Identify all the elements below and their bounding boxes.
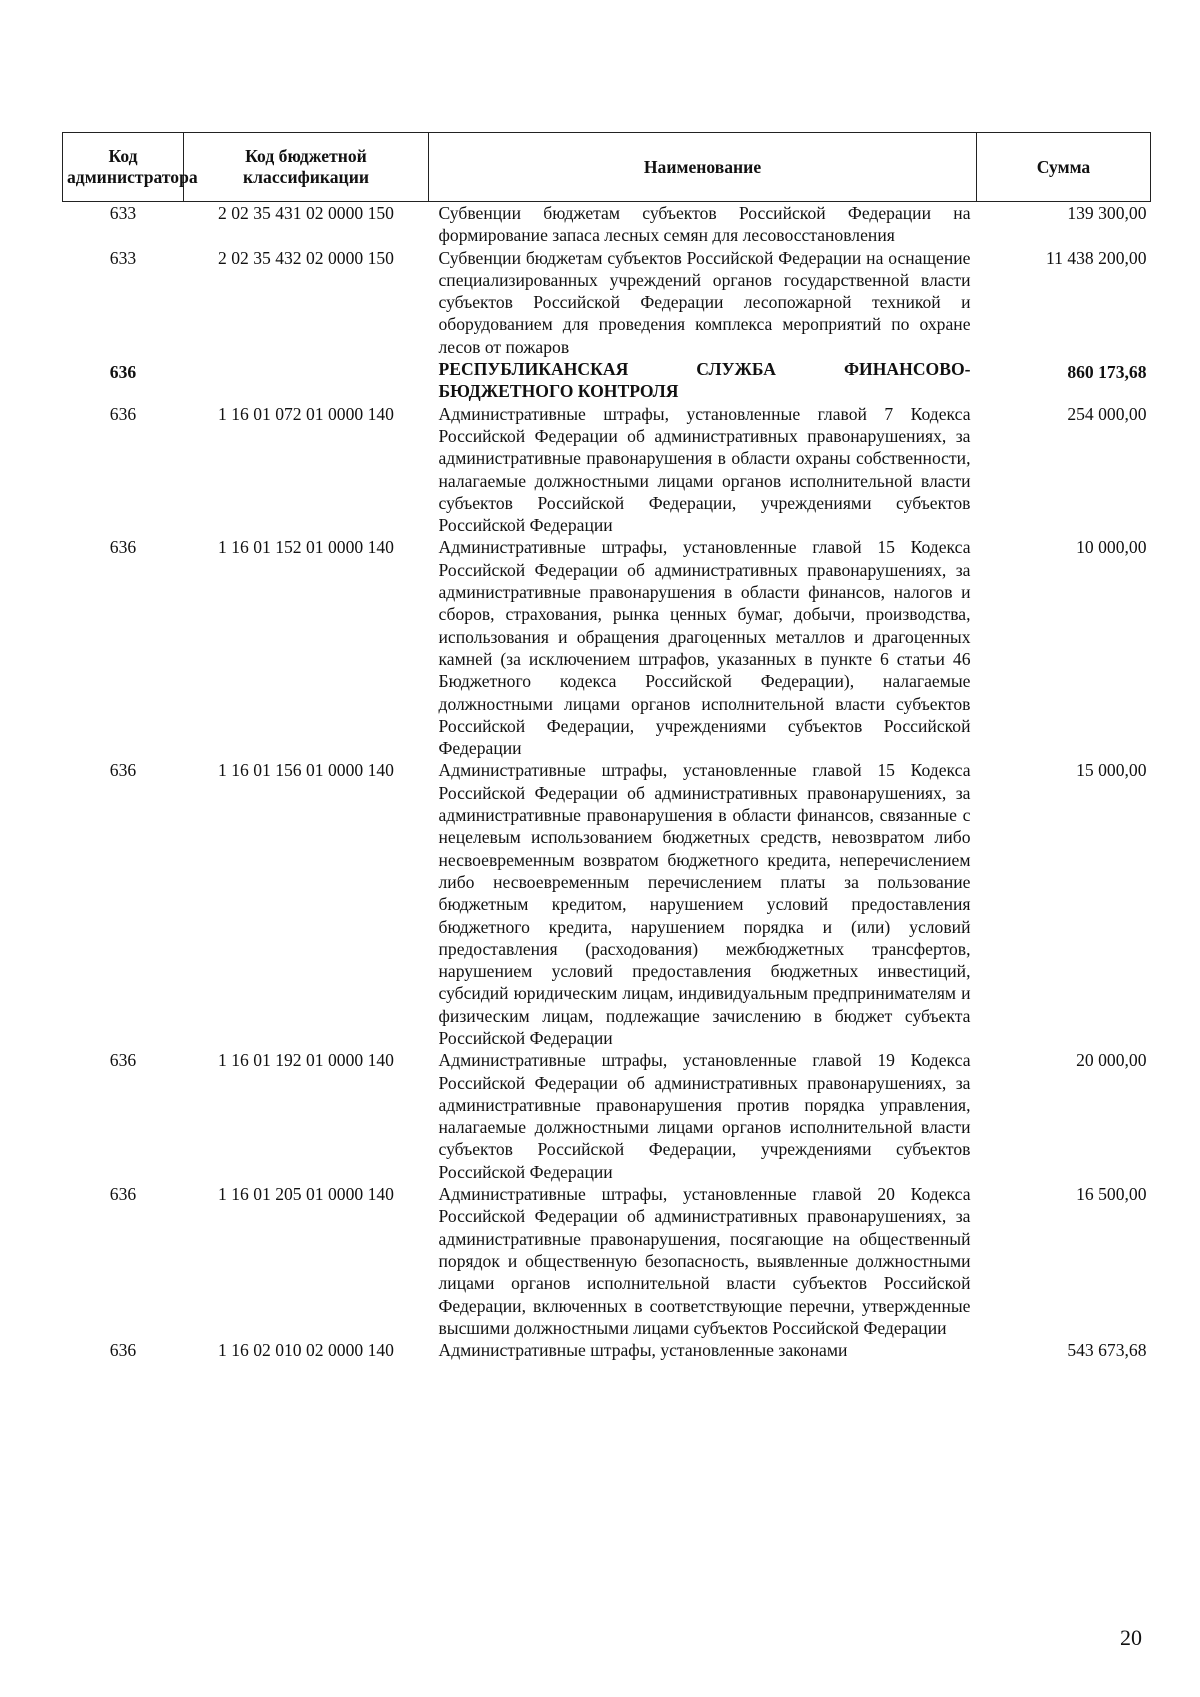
table-row [63, 1339, 1151, 1361]
row-budget-code: 2 02 35 432 02 0000 150 [218, 247, 394, 268]
row-budget-code: 1 16 01 072 01 0000 140 [218, 403, 394, 424]
page-number: 20 [1120, 1625, 1142, 1650]
row-sum: 15 000,00 [1076, 760, 1147, 781]
row-budget-code: 1 16 01 156 01 0000 140 [218, 760, 394, 781]
row-name: Административные штрафы, установленные законами [438, 1340, 848, 1361]
row-name: Административные штрафы, установленные главой 15 Кодекса Российской Федерации об административных правонарушениях, за административные правонарушения в области финансов, связанные с нецелевым использованием бюджетных средств, невозвратом либо несвоевременным возвратом бюджетного кредита, неперечислением либо несвоевременным перечислением платы за пользование бюджетным кредитом, нарушением условий предоставления бюджетного кредита, нарушением порядка и (или) условий предоставления (расходования) межбюджетных трансфертов, нарушением условий предоставления бюджетных инвестиций, субсидий юридическим лицам, индивидуальным предпринимателям и физическим лицам, подлежащие зачислению в бюджет субъекта Российской Федерации [438, 760, 971, 1048]
table-row [63, 403, 1151, 537]
table-row [63, 247, 1151, 358]
row-budget-code: 2 02 35 431 02 0000 150 [218, 203, 394, 223]
row-sum: 139 300,00 [1067, 203, 1147, 223]
row-budget-code: 1 16 01 192 01 0000 140 [218, 1050, 394, 1071]
row-name: Субвенции бюджетам субъектов Российской Федерации на оснащение специализированных учреждений органов государственной власти субъектов Российской Федерации лесопожарной техникой и оборудованием для проведения комплекса мероприятий по охране лесов от пожаров [438, 247, 971, 357]
row-name: Административные штрафы, установленные главой 7 Кодекса Российской Федерации об административных правонарушениях, за административные правонарушения в области охраны собственности, налагаемые должностными лицами органов исполнительной власти субъектов Российской Федерации, учреждениями субъектов Российской Федерации [438, 403, 971, 536]
row-name: Административные штрафы, установленные главой 20 Кодекса Российской Федерации об административных правонарушениях, за административные правонарушения, посягающие на общественный порядок и общественную безопасность, выявленные должностными лицами органов исполнительной власти субъектов Российской Федерации, включенных в соответствующие перечни, утвержденные высшими должностными лицами субъектов Российской Федерации [438, 1184, 971, 1338]
row-sum: 254 000,00 [1067, 403, 1147, 424]
row-admin-code: 636 [109, 403, 137, 424]
table-body [63, 202, 1151, 1362]
row-admin-code: 636 [109, 1340, 137, 1361]
header-admin-code: Код администратора [63, 133, 184, 202]
row-budget-code: 1 16 02 010 02 0000 140 [218, 1340, 394, 1361]
table-row [63, 1183, 1151, 1339]
row-sum: 20 000,00 [1076, 1050, 1147, 1071]
row-admin-code: 636 [109, 362, 137, 383]
table-row [63, 358, 1151, 403]
table-row [63, 536, 1151, 759]
table-row [63, 759, 1151, 1049]
row-admin-code: 633 [109, 203, 137, 223]
table-header [63, 133, 1151, 202]
budget-table [62, 132, 1151, 1361]
row-budget-code: 1 16 01 152 01 0000 140 [218, 537, 394, 558]
row-name: РЕСПУБЛИКАНСКАЯ СЛУЖБА ФИНАНСОВО-БЮДЖЕТНОГО КОНТРОЛЯ [438, 359, 971, 402]
row-name: Субвенции бюджетам субъектов Российской Федерации на формирование запаса лесных семян для лесовосстановления [438, 203, 971, 246]
header-name: Наименование [429, 133, 977, 202]
table-row [63, 1049, 1151, 1183]
header-sum: Сумма [977, 133, 1151, 202]
row-name: Административные штрафы, установленные главой 19 Кодекса Российской Федерации об административных правонарушениях, за административные правонарушения против порядка управления, налагаемые должностными лицами органов исполнительной власти субъектов Российской Федерации, учреждениями субъектов Российской Федерации [438, 1050, 971, 1182]
header-budget-code: Код бюджетной классификации [184, 133, 429, 202]
row-name: Административные штрафы, установленные главой 15 Кодекса Российской Федерации об административных правонарушениях, за административные правонарушения в области финансов, налогов и сборов, страхования, рынка ценных бумаг, добычи, производства, использования и обращения драгоценных металлов и драгоценных камней (за исключением штрафов, указанных в пункте 6 статьи 46 Бюджетного кодекса Российской Федерации), налагаемые должностными лицами органов исполнительной власти субъектов Российской Федерации, учреждениями субъектов Российской Федерации [438, 537, 971, 759]
row-admin-code: 633 [109, 247, 137, 268]
row-admin-code: 636 [109, 760, 137, 781]
row-sum: 543 673,68 [1067, 1340, 1147, 1361]
row-budget-code [184, 358, 429, 403]
row-budget-code: 1 16 01 205 01 0000 140 [218, 1184, 394, 1205]
table-row [63, 202, 1151, 247]
row-admin-code: 636 [109, 1050, 137, 1071]
row-admin-code: 636 [109, 537, 137, 558]
row-sum: 860 173,68 [1067, 362, 1147, 383]
row-sum: 16 500,00 [1076, 1184, 1147, 1205]
row-sum: 11 438 200,00 [1045, 247, 1147, 268]
row-admin-code: 636 [109, 1184, 137, 1205]
row-sum: 10 000,00 [1076, 537, 1147, 558]
